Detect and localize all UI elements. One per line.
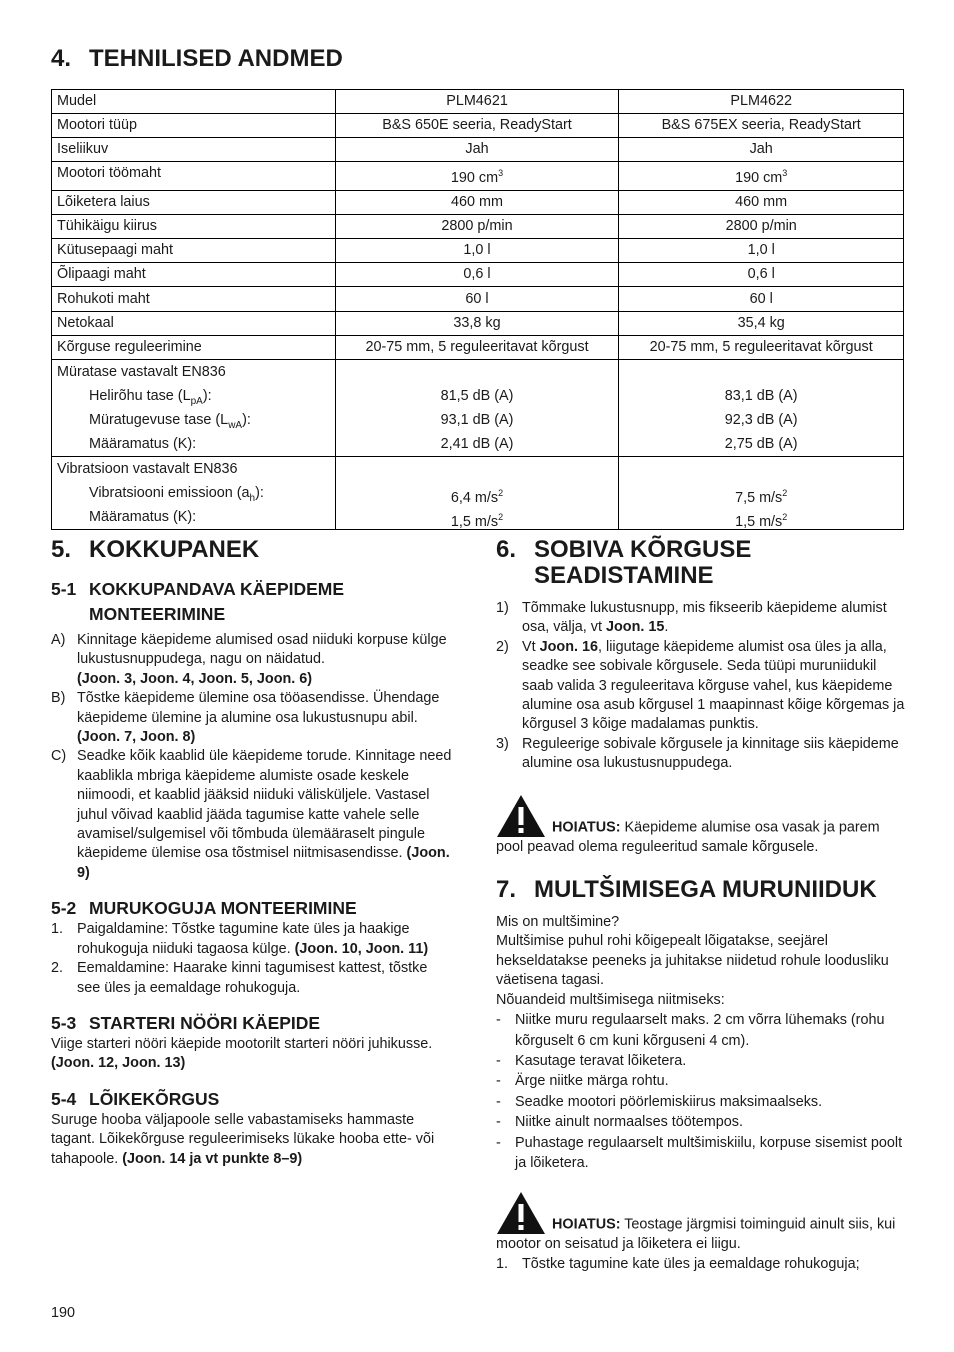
table-cell: Tühikäigu kiirus: [52, 214, 336, 238]
subscript: wA: [228, 419, 243, 431]
noise-label-k: Määramatus (K):: [89, 435, 197, 452]
text: Tõstke käepideme ülemine osa tööasendisse. Ühendage käepideme ülemine ja alumine osa lukustusnupu abil.: [77, 690, 440, 726]
text: Viige starteri nööri käepide mootorilt starteri nööri juhikusse.: [51, 1035, 433, 1052]
subsection-title: STARTERI NÖÖRI KÄEPIDE: [89, 1012, 321, 1033]
list-marker: 1.: [496, 1255, 509, 1272]
warning-triangle-icon: [496, 1191, 546, 1235]
table-cell: PLM4621: [335, 90, 619, 114]
text: Vt: [522, 638, 540, 655]
subsection-number: 5-1: [51, 579, 77, 599]
section-7-heading: [496, 877, 906, 903]
list-text: Niitke ainult normaalses töötempos.: [515, 1114, 743, 1131]
value: 190 cm: [450, 169, 499, 186]
blank-line: [624, 457, 898, 481]
warning-block-2: [496, 1191, 906, 1254]
title-line: MONTEERIMINE: [89, 604, 226, 624]
value-text: 1,5 m/s: [735, 513, 783, 530]
list-text: Reguleerige sobivale kõrgusele ja kinnitage siis käepideme alumine osa lukustusnuppudega.: [522, 735, 899, 772]
label-part: Müratugevuse tase (L: [89, 411, 229, 428]
subsection-5-2-heading: [51, 896, 453, 920]
table-row: [52, 90, 904, 114]
section-5-heading: [51, 537, 453, 563]
label-part: ):: [242, 411, 251, 428]
list-item: [496, 599, 906, 638]
table-cell: [619, 456, 904, 529]
figure-ref: (Joon. 3, Joon. 4, Joon. 5, Joon. 6): [77, 670, 313, 687]
table-cell: 0,6 l: [335, 262, 619, 286]
subscript: pA: [190, 395, 203, 407]
table-row: [52, 335, 904, 359]
subscript: h: [249, 492, 256, 504]
table-row: [52, 286, 904, 311]
list-item: [496, 1071, 906, 1091]
subsection-5-1-heading: [51, 577, 453, 627]
list-text: Eemaldamine: Haarake kinni tagumisest kattest, tõstke see üles ja eemaldage rohukoguja.: [77, 960, 428, 996]
table-cell: 2800 p/min: [619, 214, 904, 238]
text: Tõmmake lukustusnupp, mis fikseerib käepideme alumist osa, välja, vt: [522, 600, 887, 636]
list-marker: -: [496, 1012, 501, 1029]
table-cell: Mudel: [52, 90, 336, 114]
section-title: TEHNILISED ANDMED: [89, 45, 343, 72]
value: 92,3 dB (A): [724, 411, 798, 428]
label-part: ):: [202, 387, 212, 404]
list-marker: -: [496, 1052, 501, 1069]
table-cell: 460 mm: [619, 190, 904, 214]
list-text: Tõstke tagumine kate üles ja eemaldage rohukoguja;: [522, 1255, 860, 1272]
list-marker: B): [51, 690, 66, 707]
section-title: KOKKUPANEK: [89, 536, 260, 563]
list-text: [77, 920, 453, 959]
vibration-label-k: Määramatus (K):: [89, 508, 197, 525]
table-cell: 60 l: [335, 286, 619, 311]
blank-line: [341, 360, 614, 384]
subsection-5-3-heading: [51, 1011, 453, 1035]
table-cell: Õlipaagi maht: [52, 262, 336, 286]
table-cell: PLM4622: [619, 90, 904, 114]
list-marker: C): [51, 748, 67, 765]
list-item: [51, 920, 453, 959]
list-item: [496, 1255, 906, 1274]
value: 83,1 dB (A): [724, 387, 798, 404]
subsection-number: 5-2: [51, 898, 77, 919]
blank-line: [341, 457, 614, 481]
figure-ref: (Joon. 12, Joon. 13): [51, 1055, 186, 1072]
table-cell: Netokaal: [52, 311, 336, 335]
superscript: 2: [498, 511, 504, 522]
table-row-noise: [52, 359, 904, 456]
table-row: [52, 238, 904, 262]
table-cell: 2800 p/min: [335, 214, 619, 238]
label-part: Helirõhu tase (L: [89, 387, 191, 404]
list-text: [77, 689, 453, 747]
list-item: [51, 747, 453, 883]
list-text: Kasutage teravat lõiketera.: [515, 1052, 687, 1069]
list-text: [522, 638, 906, 735]
noise-label-lwa: [57, 408, 330, 432]
list-item: [496, 1133, 906, 1174]
figure-ref: Joon. 15: [605, 619, 665, 636]
table-cell: 33,8 kg: [335, 311, 619, 335]
list-text: [77, 631, 453, 689]
subsection-5-3-text: [51, 1035, 453, 1074]
list-item: [51, 959, 453, 998]
list-marker: 1.: [51, 921, 64, 938]
text: Paigaldamine: Tõstke tagumine kate üles ja haakige rohukoguja niiduki tagaosa külge.: [77, 921, 410, 957]
list-marker: 2): [496, 638, 509, 655]
section-title: [534, 537, 751, 589]
section-number: 6.: [496, 536, 517, 563]
list-item: [496, 1010, 906, 1051]
paragraph: Multšimise puhul rohi kõigepealt lõigatakse, seejärel hekseldatakse peeneks ja juhitakse niidetud rohule loodusliku väetisena tagasi.: [496, 933, 889, 989]
table-cell: Mootori töömaht: [52, 162, 336, 191]
table-row: [52, 190, 904, 214]
list-item: [496, 1092, 906, 1112]
list-item: [496, 638, 906, 735]
section-number: 7.: [496, 876, 517, 904]
label-part: Vibratsiooni emissioon (a: [89, 484, 250, 501]
table-cell: Kõrguse reguleerimine: [52, 335, 336, 359]
table-cell: Iseliikuv: [52, 138, 336, 162]
table-cell: Jah: [335, 138, 619, 162]
list-text: Niitke muru regulaarselt maks. 2 cm võrra lühemaks (rohu kõrguselt 6 cm kuni kõrguseni 4 cm).: [515, 1012, 885, 1049]
subsection-5-4-heading: [51, 1087, 453, 1111]
subsection-title: MURUKOGUJA MONTEERIMINE: [89, 898, 357, 919]
subsection-number: 5-3: [51, 1012, 77, 1033]
figure-ref: (Joon. 14 ja vt punkte 8–9): [122, 1150, 303, 1167]
paragraph: Nõuandeid multšimisega niitmiseks:: [496, 991, 725, 1008]
table-cell: Jah: [619, 138, 904, 162]
table-cell: Mootori tüüp: [52, 114, 336, 138]
warning-block-1: [496, 794, 906, 857]
value: 2,75 dB (A): [724, 435, 798, 452]
label-part: ):: [255, 484, 264, 501]
table-row: [52, 162, 904, 191]
table-cell: [619, 162, 904, 191]
section-6-heading: [496, 537, 906, 589]
text: Suruge hooba väljapoole selle vabastamiseks hammaste tagant. Lõikekõrguse reguleerimiseks lükake hooba ette- või tahapoole.: [51, 1111, 435, 1167]
value-text: 1,5 m/s: [450, 513, 499, 530]
warning-text: Teostage järgmisi toiminguid ainult siis, kui mootor on seisatud ja lõiketera ei liigu.: [496, 1216, 896, 1253]
table-row: [52, 114, 904, 138]
table-cell: 60 l: [619, 286, 904, 311]
list-item: [496, 1051, 906, 1071]
warning-label: HOIATUS:: [552, 1216, 621, 1233]
list-marker: -: [496, 1073, 501, 1090]
list-marker: A): [51, 632, 66, 648]
table-cell: Kütusepaagi maht: [52, 238, 336, 262]
table-cell: B&S 675EX seeria, ReadyStart: [619, 114, 904, 138]
value: 81,5 dB (A): [440, 387, 514, 404]
list-text: [522, 599, 906, 638]
superscript: 2: [782, 511, 788, 522]
mulching-tips-list: [496, 1010, 906, 1173]
list-item: [496, 1112, 906, 1132]
subsection-title: [89, 577, 344, 627]
section-number: 5.: [51, 536, 72, 563]
value-text: 7,5 m/s: [735, 489, 783, 506]
table-cell: [335, 359, 619, 456]
table-cell: [335, 162, 619, 191]
table-cell: B&S 650E seeria, ReadyStart: [335, 114, 619, 138]
superscript: 3: [498, 168, 504, 178]
list-marker: 3): [496, 735, 509, 752]
list-text: Ärge niitke märga rohtu.: [515, 1073, 669, 1090]
title-line: KOKKUPANDAVA KÄEPIDEME: [89, 579, 345, 599]
figure-ref: Joon. 16: [539, 638, 598, 655]
value: 93,1 dB (A): [440, 411, 514, 428]
table-cell: [335, 456, 619, 529]
subsection-title: LÕIKEKÕRGUS: [89, 1088, 220, 1109]
list-text: Seadke mootori pöörlemiskiirus maksimaalseks.: [515, 1093, 823, 1110]
value: 2,41 dB (A): [440, 435, 514, 452]
subsection-number: 5-4: [51, 1088, 77, 1109]
text: Kinnitage käepideme alumised osad niiduki korpuse külge lukustusnuppudega, nagu on näidatud.: [77, 632, 447, 668]
table-cell: [52, 359, 336, 456]
list-marker: -: [496, 1114, 501, 1131]
text: .: [664, 619, 669, 636]
list-text: Puhastage regulaarselt multšimiskiilu, korpuse sisemist poolt ja lõiketera.: [515, 1134, 903, 1171]
list-marker: 2.: [51, 960, 64, 977]
text: Seadke kõik kaablid üle käepideme torude. Kinnitage need kaablikla mbriga käepideme alumiste osade keskele niimoodi, et kaablid jääksid niiduki välisküljele. Vastasel juhul võivad kaablid jääda tagumise katte vahele selle avamisel/sulgemisel või tõmbuda ülemääraselt pingule käepideme ülemise osa tõstmisel niitmisasendisse.: [77, 748, 452, 862]
left-column: [51, 537, 453, 1169]
value: 190 cm: [735, 169, 783, 186]
text: , liigutage käepideme alumist osa üles ja alla, seadke see sobivale kõrgusele. Seda tüüpi muruniidukil saab valida 3 reguleeritava kõrguse vahel, kus käepideme alumine osa asub kõrgusel 1 maapinnast kõige kõrgemas ja kõrgusel 3 kõige madalamas punktis.: [522, 638, 905, 733]
table-cell: 1,0 l: [619, 238, 904, 262]
table-cell: 20-75 mm, 5 reguleeritavat kõrgust: [619, 335, 904, 359]
table-cell: 0,6 l: [619, 262, 904, 286]
list-marker: 1): [496, 600, 509, 616]
table-cell: 1,0 l: [335, 238, 619, 262]
table-row: [52, 138, 904, 162]
section-4-heading: [51, 46, 343, 72]
table-cell: 35,4 kg: [619, 311, 904, 335]
table-row: [52, 214, 904, 238]
figure-ref: (Joon. 7, Joon. 8): [77, 729, 196, 746]
vibration-label-ah: [57, 481, 330, 505]
superscript: 2: [498, 487, 504, 498]
table-cell: 460 mm: [335, 190, 619, 214]
title-line: SOBIVA KÕRGUSE: [534, 536, 752, 563]
section-title: MULTŠIMISEGA MURUNIIDUK: [534, 876, 877, 904]
warning-steps-list: [496, 1255, 906, 1274]
table-cell: Rohukoti maht: [52, 286, 336, 311]
list-text: [77, 747, 453, 883]
list-marker: -: [496, 1134, 501, 1151]
value: [624, 481, 898, 505]
warning-text: Käepideme alumise osa vasak ja parem pool peavad olema reguleeritud samale kõrgusele.: [496, 819, 880, 855]
list-item: [51, 631, 453, 689]
warning-triangle-icon: [496, 794, 546, 838]
table-cell: 20-75 mm, 5 reguleeritavat kõrgust: [335, 335, 619, 359]
list-item: [496, 735, 906, 774]
blank-line: [624, 360, 898, 384]
superscript: 3: [782, 168, 788, 178]
section-6-list: [496, 599, 906, 774]
noise-heading: Müratase vastavalt EN836: [57, 363, 226, 380]
noise-label-lpa: [57, 384, 330, 408]
paragraph: Mis on multšimine?: [496, 914, 620, 931]
list-item: [51, 689, 453, 747]
figure-ref: (Joon. 9): [77, 845, 450, 881]
list-marker: -: [496, 1093, 501, 1110]
table-cell: [619, 359, 904, 456]
value: [341, 481, 614, 505]
table-row-vibration: [52, 456, 904, 529]
subsection-5-4-text: [51, 1111, 453, 1169]
value: [341, 505, 614, 529]
title-line: SEADISTAMINE: [534, 562, 714, 589]
table-row: [52, 262, 904, 286]
warning-label: HOIATUS:: [552, 819, 621, 836]
spec-table: [51, 89, 904, 530]
table-cell: Lõiketera laius: [52, 190, 336, 214]
table-row: [52, 311, 904, 335]
table-cell: [52, 456, 336, 529]
subsection-5-1-list: [51, 631, 453, 883]
vibration-heading: Vibratsioon vastavalt EN836: [57, 460, 238, 477]
page-number: 190: [51, 1305, 76, 1321]
value: [624, 505, 898, 529]
superscript: 2: [782, 487, 788, 498]
subsection-5-2-list: [51, 920, 453, 998]
section-number: 4.: [51, 45, 72, 72]
right-column: [496, 537, 906, 1274]
figure-ref: (Joon. 10, Joon. 11): [294, 940, 429, 957]
value-text: 6,4 m/s: [450, 489, 499, 506]
